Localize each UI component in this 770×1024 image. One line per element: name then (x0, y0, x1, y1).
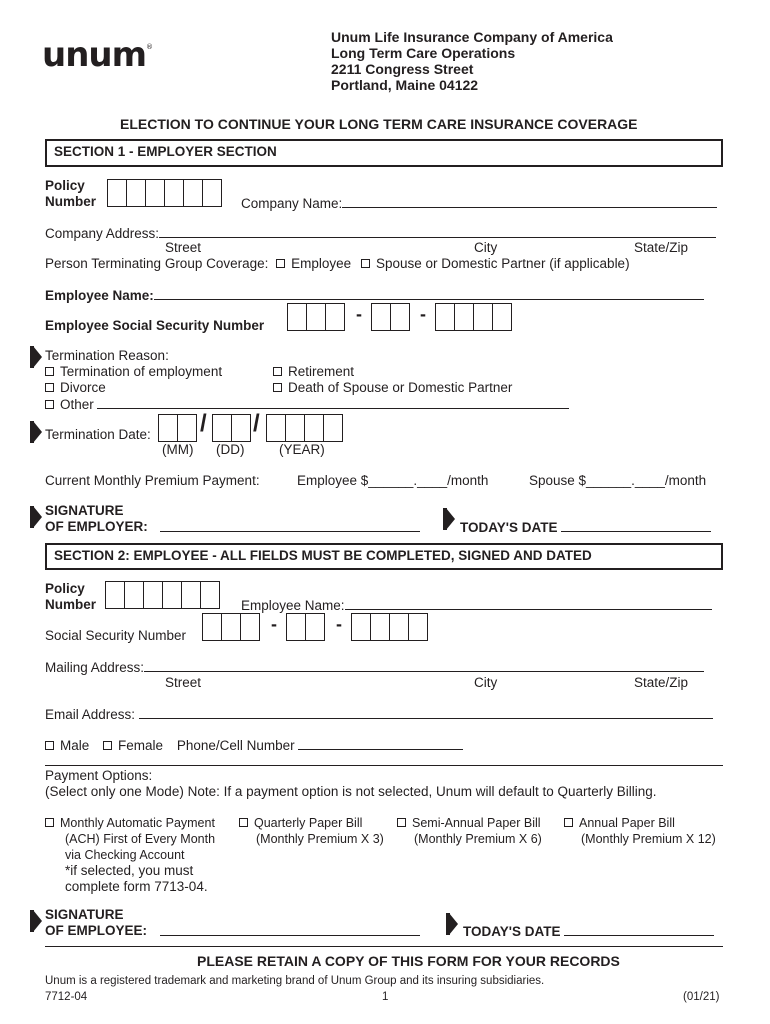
unum-logo: unum® (42, 35, 153, 75)
ssn-boxes-2[interactable] (371, 303, 409, 331)
option-semi-annual[interactable]: Semi-Annual Paper Bill (Monthly Premium X 6) (397, 815, 542, 847)
company-address-field[interactable]: Company Address: (45, 225, 716, 241)
trademark-notice: Unum is a registered trademark and marketing brand of Unum Group and its insuring subsidiaries. (45, 975, 545, 987)
ssn-boxes-1[interactable] (202, 613, 259, 641)
employee-ssn-label: Employee Social Security Number (45, 318, 265, 333)
checkbox-icon[interactable] (45, 367, 54, 376)
employee-premium-field[interactable]: Employee $______.____/month (297, 473, 489, 488)
termination-day-boxes[interactable] (212, 414, 250, 442)
female-checkbox[interactable] (103, 741, 112, 750)
policy-number-boxes[interactable] (105, 581, 219, 609)
company-name: Unum Life Insurance Company of America (331, 29, 613, 45)
mailing-address-field[interactable]: Mailing Address: (45, 659, 704, 675)
department: Long Term Care Operations (331, 45, 516, 61)
employer-signature-field[interactable] (160, 519, 420, 535)
checkbox-icon[interactable] (45, 818, 54, 827)
ssn-dash: - (420, 304, 426, 324)
termination-date-label: Termination Date: (45, 427, 151, 442)
company-address-block (331, 29, 613, 93)
phone-field[interactable] (298, 737, 463, 750)
city-caption: City (474, 240, 498, 255)
street-caption: Street (165, 675, 202, 690)
policy-label: Policy Number (45, 581, 97, 612)
reason-divorce-option[interactable]: Divorce (45, 380, 106, 395)
employee-name-field[interactable]: Employee Name: (45, 287, 704, 303)
section1-heading: SECTION 1 - EMPLOYER SECTION (45, 139, 723, 167)
checkbox-icon[interactable] (239, 818, 248, 827)
divider (45, 765, 723, 766)
page-number: 1 (382, 991, 389, 1003)
email-field[interactable]: Email Address: (45, 706, 713, 722)
form-title: ELECTION TO CONTINUE YOUR LONG TERM CARE INSURANCE COVERAGE (120, 116, 638, 132)
ssn-boxes-3[interactable] (351, 613, 427, 641)
date-slash: / (200, 410, 207, 437)
reason-retirement-option[interactable]: Retirement (273, 364, 354, 379)
spouse-premium-field[interactable]: Spouse $______.____/month (529, 473, 707, 488)
year-caption: (YEAR) (279, 442, 325, 457)
arrow-icon (446, 508, 455, 530)
ssn-dash: - (356, 304, 362, 324)
policy-number-boxes[interactable] (107, 179, 221, 207)
employer-signature-label: SIGNATURE OF EMPLOYER: (45, 503, 148, 534)
street-address: 2211 Congress Street (331, 61, 474, 77)
state-zip-caption: State/Zip (634, 675, 689, 690)
ssn-boxes-3[interactable] (435, 303, 511, 331)
person-terminating-row: Person Terminating Group Coverage: Employee Spouse or Domestic Partner (if applicable) (45, 256, 630, 271)
arrow-icon (33, 506, 42, 528)
employee-signature-field[interactable] (160, 923, 420, 939)
employee-signature-label: SIGNATURE OF EMPLOYEE: (45, 907, 148, 938)
date-slash: / (253, 410, 260, 437)
checkbox-icon[interactable] (45, 383, 54, 392)
payment-note: (Select only one Mode) Note: If a payment option is not selected, Unum will default to Quarterly Billing. (45, 784, 657, 799)
arrow-icon (449, 913, 458, 935)
city-caption: City (474, 675, 498, 690)
ssn-dash: - (271, 614, 277, 634)
reason-employment-option[interactable]: Termination of employment (45, 364, 222, 379)
arrow-icon (33, 910, 42, 932)
ssn-boxes-1[interactable] (287, 303, 344, 331)
option-annual[interactable]: Annual Paper Bill (Monthly Premium X 12) (564, 815, 716, 847)
form-number: 7712-04 (45, 991, 88, 1003)
option-ach[interactable]: Monthly Automatic Payment (ACH) First of Every Month via Checking Account *if selected, you must complete form 7713-04. (45, 815, 215, 895)
company-name-field[interactable]: Company Name: (241, 195, 717, 211)
reason-other-option[interactable]: Other (45, 396, 569, 412)
premium-label: Current Monthly Premium Payment: (45, 473, 260, 488)
ssn-boxes-2[interactable] (286, 613, 324, 641)
checkbox-icon[interactable] (564, 818, 573, 827)
revision-date: (01/21) (683, 991, 720, 1003)
employee-date-field[interactable]: TODAY'S DATE (463, 923, 714, 939)
spouse-checkbox[interactable] (361, 259, 370, 268)
option-quarterly[interactable]: Quarterly Paper Bill (Monthly Premium X 3) (239, 815, 384, 847)
checkbox-icon[interactable] (45, 400, 54, 409)
divider (45, 946, 723, 947)
street-caption: Street (165, 240, 202, 255)
termination-reason-label: Termination Reason: (45, 348, 169, 363)
ssn-label: Social Security Number (45, 628, 187, 643)
termination-month-boxes[interactable] (158, 414, 196, 442)
section2-heading: SECTION 2: EMPLOYEE - ALL FIELDS MUST BE COMPLETED, SIGNED AND DATED (45, 543, 723, 570)
ssn-dash: - (336, 614, 342, 634)
employee-checkbox[interactable] (276, 259, 285, 268)
checkbox-icon[interactable] (273, 367, 282, 376)
checkbox-icon[interactable] (397, 818, 406, 827)
mm-caption: (MM) (162, 442, 194, 457)
arrow-icon (33, 421, 42, 443)
dd-caption: (DD) (216, 442, 245, 457)
retain-notice: PLEASE RETAIN A COPY OF THIS FORM FOR YOUR RECORDS (197, 953, 620, 969)
employer-date-field[interactable]: TODAY'S DATE (460, 519, 711, 535)
city-state-zip: Portland, Maine 04122 (331, 77, 479, 93)
checkbox-icon[interactable] (273, 383, 282, 392)
male-checkbox[interactable] (45, 741, 54, 750)
arrow-icon (33, 346, 42, 368)
policy-label: Policy Number (45, 178, 97, 209)
reason-death-option[interactable]: Death of Spouse or Domestic Partner (273, 380, 512, 395)
employee-name-field[interactable]: Employee Name: (241, 597, 712, 613)
payment-options-label: Payment Options: (45, 768, 153, 783)
termination-year-boxes[interactable] (266, 414, 342, 442)
gender-phone-row: Male Female Phone/Cell Number (45, 737, 463, 753)
state-zip-caption: State/Zip (634, 240, 689, 255)
